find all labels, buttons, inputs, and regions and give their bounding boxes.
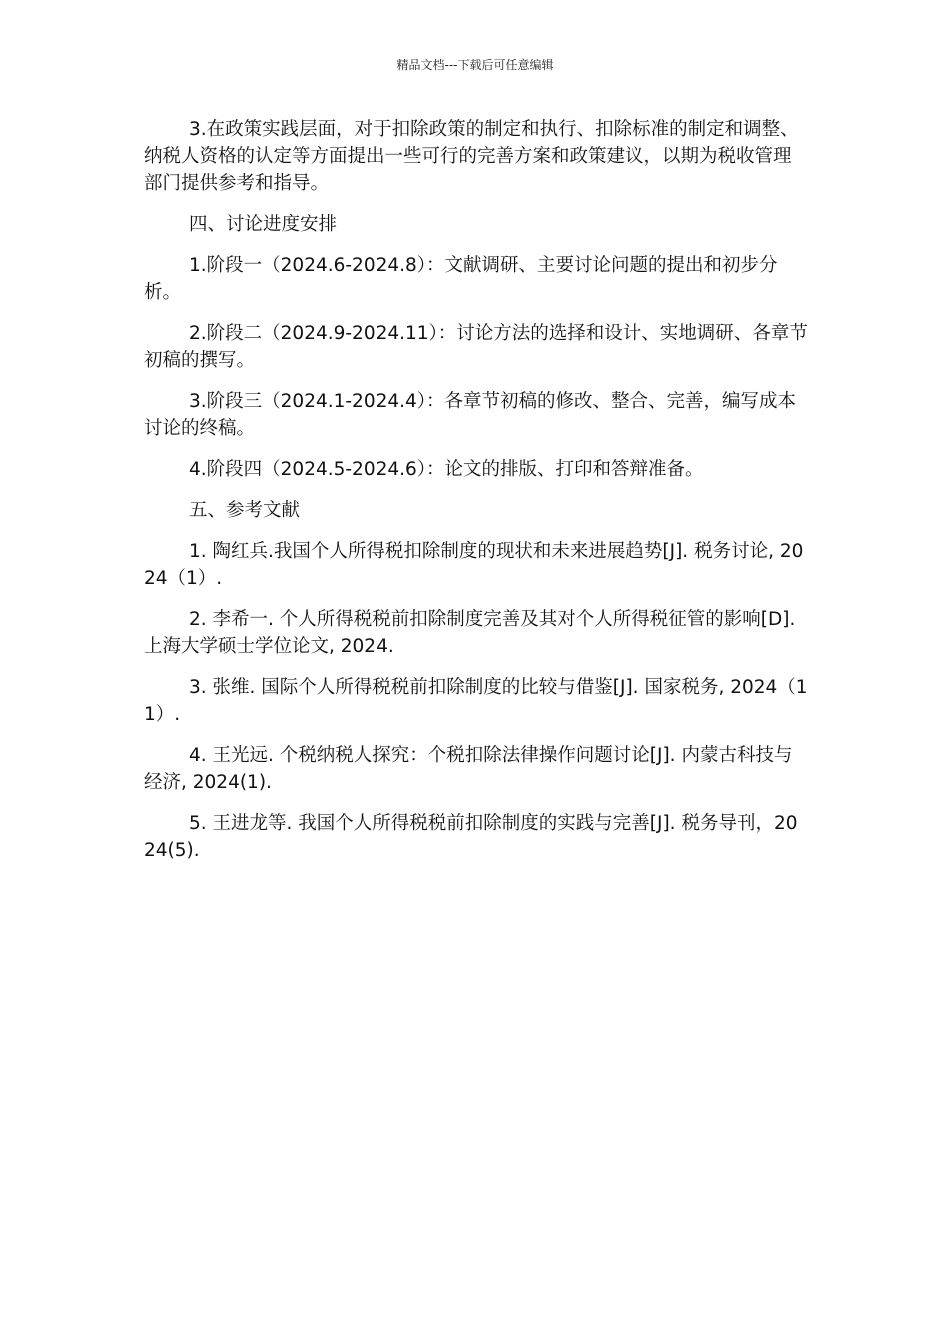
page-header: 精品文档---下载后可任意编辑 bbox=[396, 58, 554, 72]
schedule-item-stage-1: 1.阶段一（2024.6-2024.8）：文献调研、主要讨论问题的提出和初步分析。 bbox=[144, 255, 778, 303]
paragraph-policy-practice: 3.在政策实践层面，对于扣除政策的制定和执行、扣除标准的制定和调整、纳税人资格的认定等方面提出一些可行的完善方案和政策建议，以期为税收管理部门提供参考和指导。 bbox=[144, 119, 799, 194]
reference-item-3: 3. 张维. 国际个人所得税税前扣除制度的比较与借鉴[J]. 国家税务, 2024（11）. bbox=[144, 677, 808, 725]
document-body bbox=[144, 116, 808, 878]
reference-item-4: 4. 王光远. 个税纳税人探究：个税扣除法律操作问题讨论[J]. 内蒙古科技与经济, 2024(1). bbox=[144, 745, 793, 793]
reference-item-2: 2. 李希一. 个人所得税税前扣除制度完善及其对个人所得税征管的影响[D]. 上海大学硕士学位论文, 2024. bbox=[144, 609, 796, 657]
reference-item-1: 1. 陶红兵.我国个人所得税扣除制度的现状和未来进展趋势[J]. 税务讨论, 2024（1）. bbox=[144, 541, 804, 589]
schedule-item-stage-2: 2.阶段二（2024.9-2024.11）：讨论方法的选择和设计、实地调研、各章节初稿的撰写。 bbox=[144, 323, 808, 371]
section-heading-schedule: 四、讨论进度安排 bbox=[189, 214, 338, 235]
schedule-item-stage-4: 4.阶段四（2024.5-2024.6）：论文的排版、打印和答辩准备。 bbox=[189, 459, 704, 480]
schedule-item-stage-3: 3.阶段三（2024.1-2024.4）：各章节初稿的修改、整合、完善，编写成本讨论的终稿。 bbox=[144, 391, 797, 439]
section-heading-references: 五、参考文献 bbox=[189, 500, 301, 521]
reference-item-5: 5. 王进龙等. 我国个人所得税税前扣除制度的实践与完善[J]. 税务导刊，2024(5). bbox=[144, 813, 798, 861]
